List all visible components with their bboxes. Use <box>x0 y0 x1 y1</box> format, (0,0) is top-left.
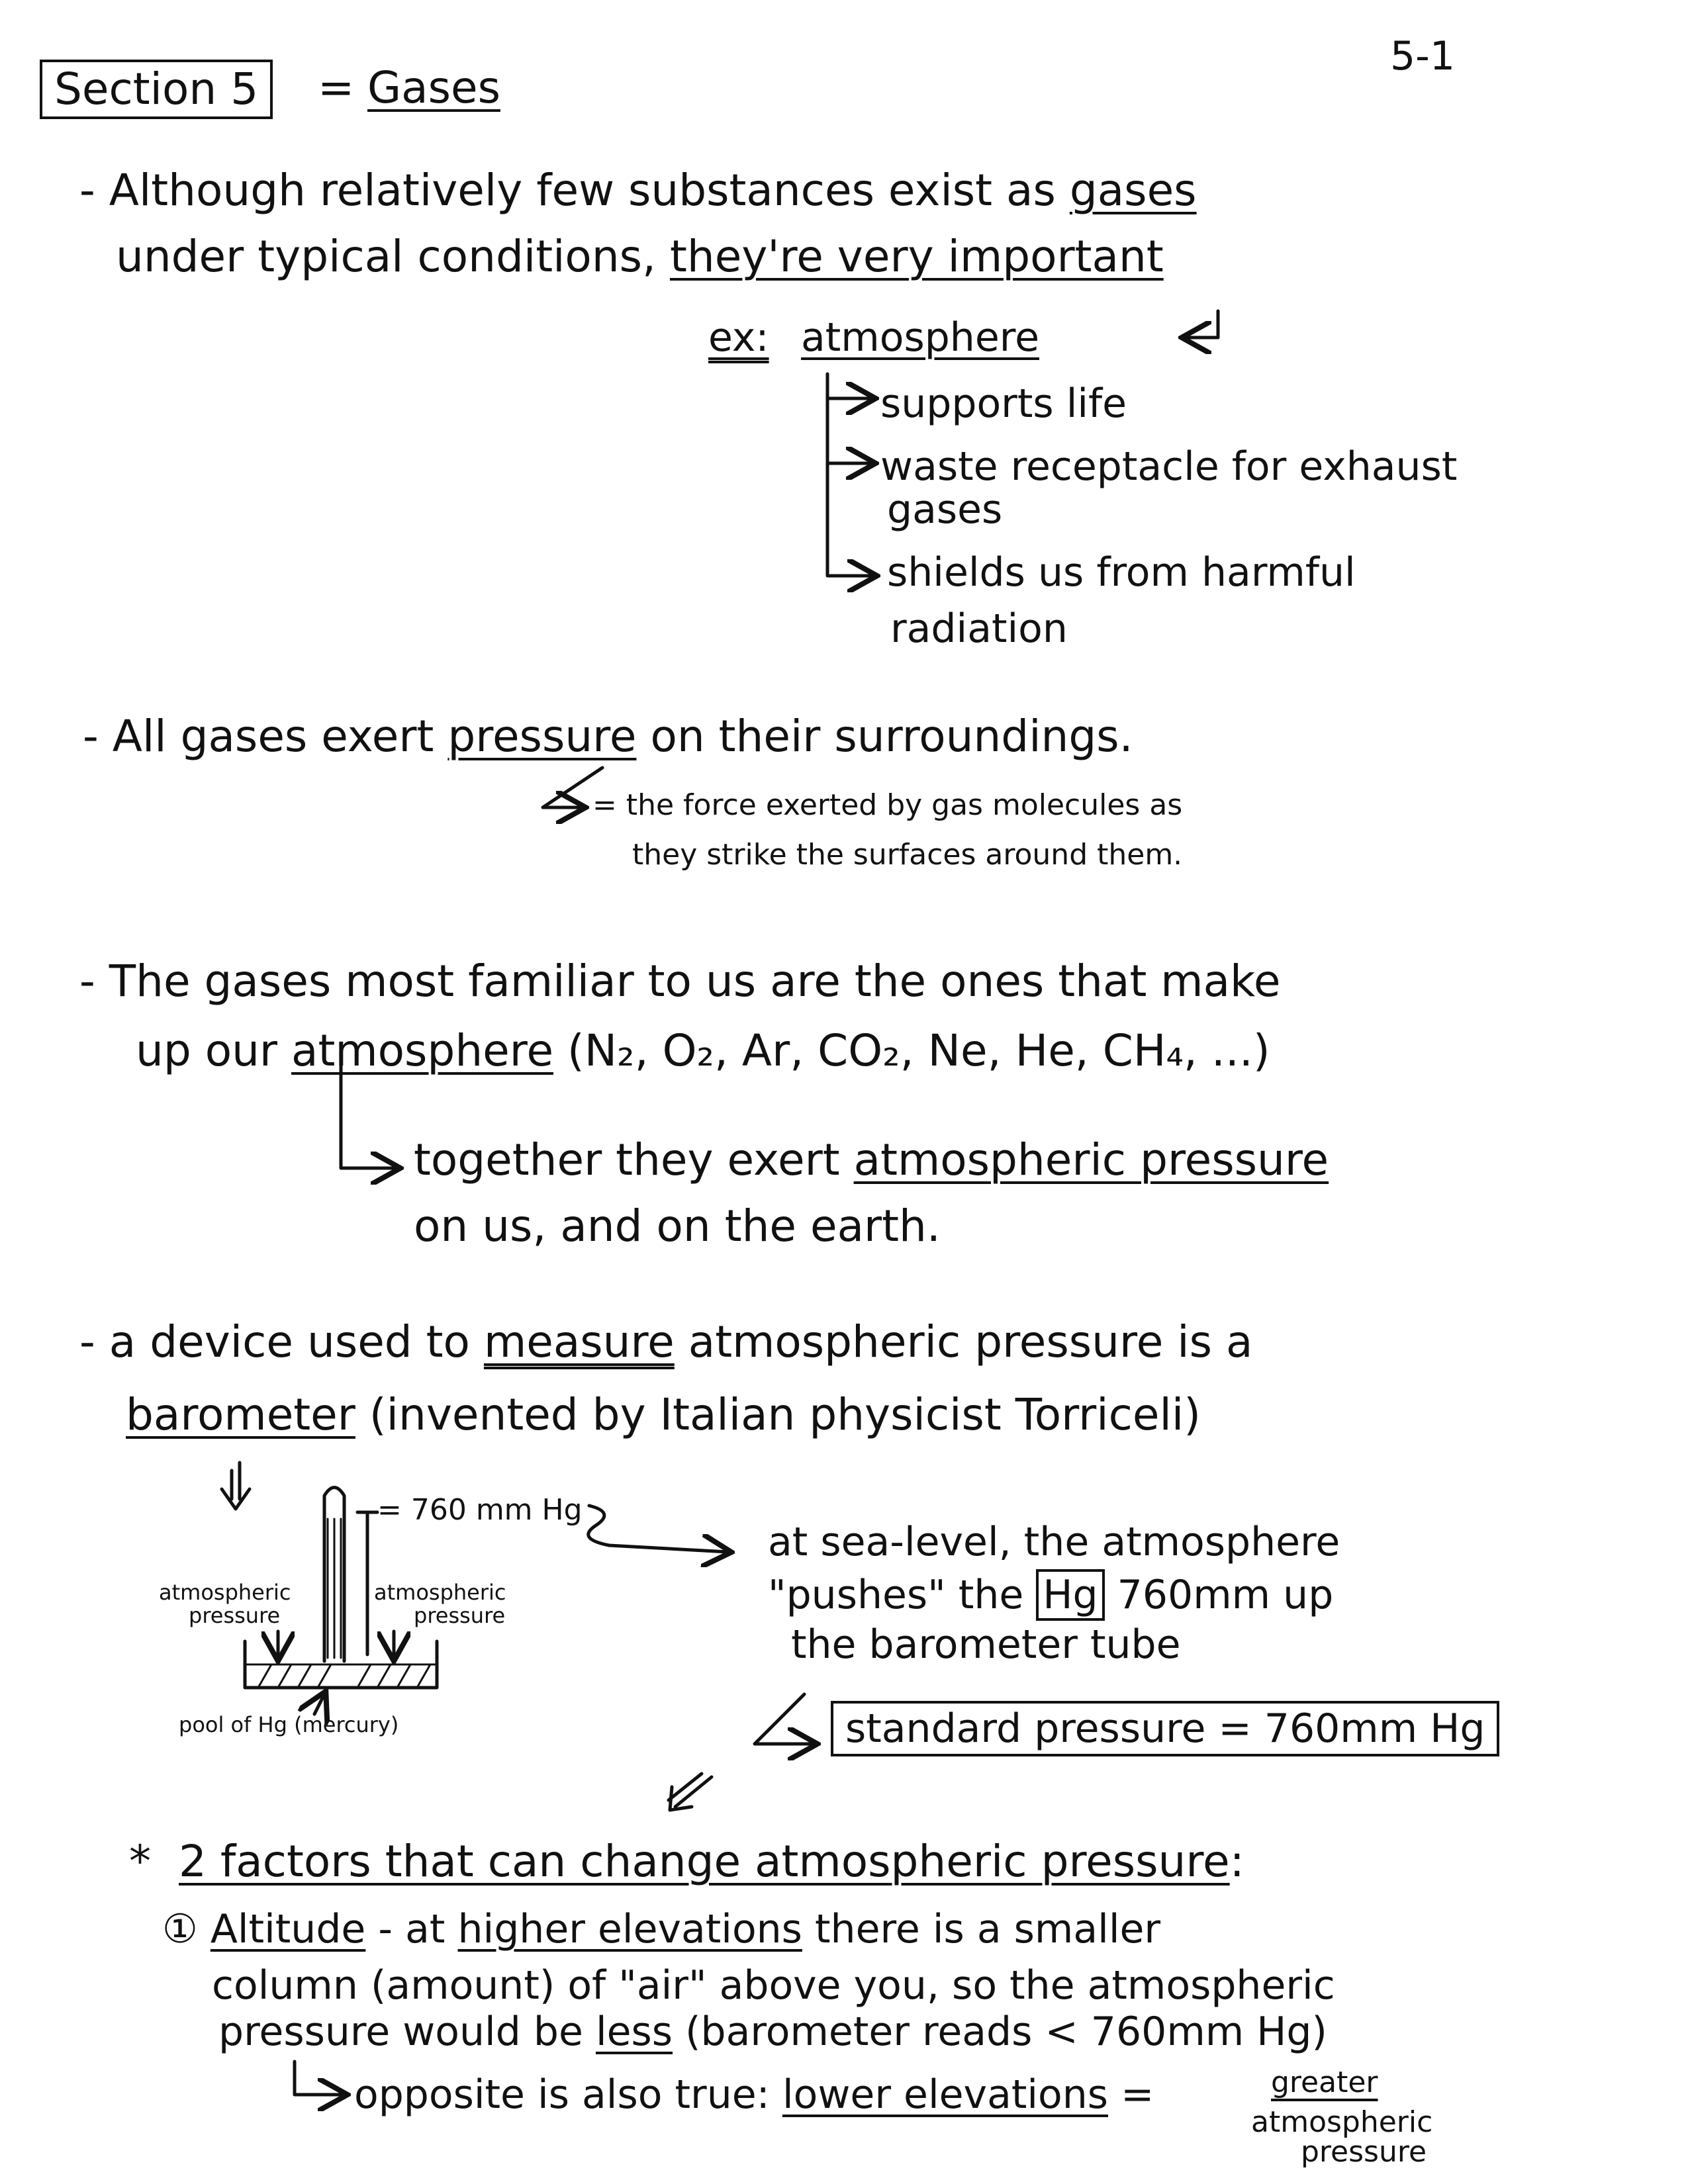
page-title: Gases <box>367 62 500 113</box>
block3-line2-text: up our <box>136 1025 278 1076</box>
factors-arrow <box>669 1774 712 1810</box>
pressure-definition-arrow <box>543 768 602 807</box>
page-number: 5-1 <box>1390 33 1455 79</box>
note-line-2-suffix: 760mm up <box>1117 1572 1334 1618</box>
block2-line1-suffix: on their surroundings. <box>650 711 1133 762</box>
block4-line1-emph: measure <box>483 1316 675 1367</box>
factor-name: Altitude <box>210 1906 366 1952</box>
opposite-equals: = <box>1121 2071 1154 2118</box>
header-equals: = <box>318 62 355 113</box>
pool-arrow <box>314 1694 324 1714</box>
point-1: supports life <box>880 381 1127 427</box>
point-2-cont: gases <box>887 486 1003 533</box>
note-line-3: the barometer tube <box>791 1621 1181 1668</box>
block2-line1-emph: pressure <box>447 711 637 762</box>
pool-label: pool of Hg (mercury) <box>179 1712 399 1737</box>
note-line-2-text: "pushes" the <box>768 1572 1024 1618</box>
barometer-term: barometer <box>126 1389 355 1440</box>
star-bullet: * <box>129 1836 151 1887</box>
opposite-result-2: atmospheric <box>1251 2105 1433 2139</box>
factor-line-1-emph: higher elevations <box>457 1906 802 1952</box>
block1-line1-emph: gases <box>1069 165 1197 216</box>
pressure-definition-2: they strike the surfaces around them. <box>632 838 1183 872</box>
atmosphere-bracket <box>827 374 874 576</box>
standard-pressure-arrow <box>755 1694 814 1744</box>
opposite-text: opposite is also true: <box>354 2071 770 2118</box>
factor-line-3-emph: less <box>595 2009 673 2055</box>
block3-result-text: together they exert <box>414 1134 840 1185</box>
block3-line2-emph: atmosphere <box>291 1025 554 1076</box>
ex-item: atmosphere <box>801 314 1039 361</box>
right-label-2: pressure <box>414 1603 506 1628</box>
mercury-pool-hatch <box>258 1664 430 1688</box>
opposite-result-1: greater <box>1271 2066 1378 2099</box>
block3-line1: - The gases most familiar to us are the ones that make <box>79 956 1281 1007</box>
point-2: waste receptacle for exhaust <box>880 443 1458 490</box>
return-arrow <box>1185 311 1218 338</box>
section-label: Section 5 <box>40 60 273 119</box>
block1-line2-text: under typical conditions, <box>116 231 657 282</box>
atmosphere-result-arrow <box>341 1059 397 1168</box>
height-label: = 760 mm Hg <box>377 1493 583 1527</box>
height-bracket <box>357 1512 377 1655</box>
note-line-1: at sea-level, the atmosphere <box>768 1519 1340 1565</box>
factors-heading-colon: : <box>1229 1836 1244 1887</box>
block1-line1-text: - Although relatively few substances exist as <box>79 165 1056 216</box>
barometer-down-arrow <box>222 1463 250 1509</box>
left-label-2: pressure <box>189 1603 281 1628</box>
factor-line-1-mid: - at <box>378 1906 445 1952</box>
mercury-column <box>328 1519 341 1658</box>
factor-line-1-suffix: there is a smaller <box>815 1906 1161 1952</box>
left-label-1: atmospheric <box>159 1580 291 1605</box>
block4-line2-suffix: (invented by Italian physicist Torriceli) <box>369 1389 1201 1440</box>
point-3-cont: radiation <box>890 606 1068 652</box>
block3-result-2: on us, and on the earth. <box>414 1201 941 1251</box>
factor-line-3-suffix: (barometer reads < 760mm Hg) <box>685 2009 1327 2055</box>
factor-number: ① <box>162 1906 198 1952</box>
standard-pressure-box: standard pressure = 760mm Hg <box>831 1701 1499 1756</box>
block4-line1-suffix: atmospheric pressure is a <box>688 1316 1253 1367</box>
block3-result-emph: atmospheric pressure <box>853 1134 1329 1185</box>
factor-line-2: column (amount) of "air" above you, so the atmospheric <box>212 1962 1335 2009</box>
opposite-emph: lower elevations <box>782 2071 1109 2118</box>
factor-line-3-text: pressure would be <box>218 2009 583 2055</box>
ex-label: ex: <box>708 314 769 361</box>
block4-line1-text: - a device used to <box>79 1316 470 1367</box>
squiggle-arrow <box>588 1506 728 1552</box>
opposite-result-3: pressure <box>1301 2135 1427 2169</box>
hg-box: Hg <box>1036 1569 1104 1621</box>
opposite-arrow <box>295 2062 344 2095</box>
pressure-definition-1: = the force exerted by gas molecules as <box>592 788 1183 822</box>
point-3: shields us from harmful <box>887 549 1356 596</box>
block1-line2-emph: they're very important <box>670 231 1164 282</box>
block2-line1-text: - All gases exert <box>83 711 434 762</box>
gas-list: (N₂, O₂, Ar, CO₂, Ne, He, CH₄, ...) <box>567 1025 1270 1076</box>
right-label-1: atmospheric <box>374 1580 506 1605</box>
factors-heading-text: 2 factors that can change atmospheric pressure <box>179 1836 1230 1887</box>
